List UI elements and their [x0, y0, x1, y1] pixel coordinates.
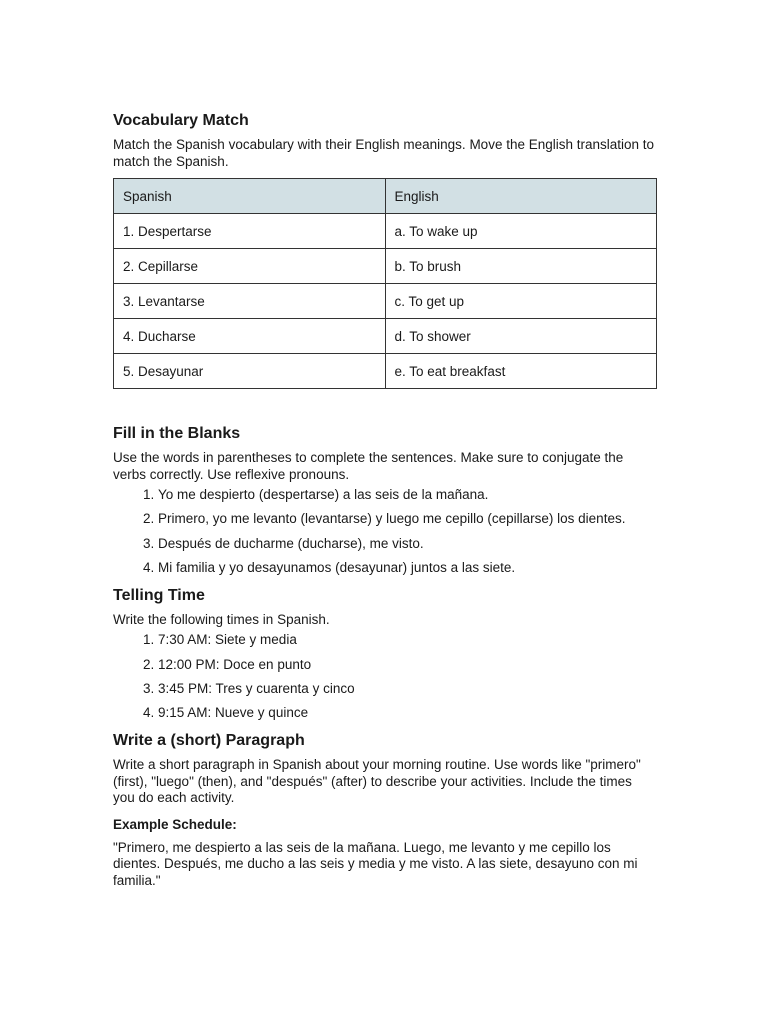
column-header-english: English: [385, 179, 657, 214]
paragraph-instructions: Write a short paragraph in Spanish about your morning routine. Use words like "primero" (first), "luego" (then), and "después" (after) to describe your activities. Include the times you do each activity.: [113, 757, 641, 806]
spanish-cell: 1. Despertarse: [114, 214, 386, 249]
section-title-paragraph: Write a (short) Paragraph: [113, 732, 305, 750]
fill-blanks-list: [113, 487, 657, 576]
telling-time-section: [113, 586, 657, 721]
table-row: [114, 214, 657, 249]
english-cell[interactable]: b. To brush: [385, 249, 657, 284]
section-title-vocabulary: Vocabulary Match: [113, 112, 249, 129]
telling-time-list: [113, 632, 657, 721]
spanish-cell: 2. Cepillarse: [114, 249, 386, 284]
table-header-row: [114, 179, 657, 214]
list-item: 4. Mi familia y yo desayunamos (desayunar) juntos a las siete.: [158, 560, 657, 576]
list-item: 3. Después de ducharme (ducharse), me visto.: [158, 536, 657, 552]
example-schedule-heading: Example Schedule:: [113, 816, 237, 832]
column-header-spanish: Spanish: [114, 179, 386, 214]
fill-in-the-blanks-section: [113, 424, 657, 576]
english-cell[interactable]: c. To get up: [385, 284, 657, 319]
spanish-cell: 4. Ducharse: [114, 319, 386, 354]
fill-blanks-instructions: Use the words in parentheses to complete the sentences. Make sure to conjugate the verbs correctly. Use reflexive pronouns.: [113, 450, 624, 482]
list-item: 1. Yo me despierto (despertarse) a las seis de la mañana.: [158, 487, 657, 503]
vocabulary-table: [113, 178, 657, 389]
table-row: [114, 249, 657, 284]
write-paragraph-section: [113, 731, 657, 889]
section-title-telling-time: Telling Time: [113, 586, 205, 604]
list-item: 1. 7:30 AM: Siete y media: [158, 632, 657, 648]
vocabulary-instructions: Match the Spanish vocabulary with their English meanings. Move the English translation to match the Spanish.: [113, 137, 655, 169]
list-item: 3. 3:45 PM: Tres y cuarenta y cinco: [158, 681, 657, 697]
telling-time-instructions: Write the following times in Spanish.: [113, 611, 330, 627]
table-row: [114, 354, 657, 389]
worksheet-content: [113, 111, 657, 889]
english-cell[interactable]: a. To wake up: [385, 214, 657, 249]
spanish-cell: 5. Desayunar: [114, 354, 386, 389]
vocabulary-match-section: [113, 111, 657, 389]
spanish-cell: 3. Levantarse: [114, 284, 386, 319]
example-schedule-text: "Primero, me despierto a las seis de la mañana. Luego, me levanto y me cepillo los dientes. Después, me ducho a las seis y media y me visto. A las siete, desayuno con mi familia.": [113, 839, 638, 888]
table-row: [114, 319, 657, 354]
list-item: 2. Primero, yo me levanto (levantarse) y luego me cepillo (cepillarse) los dientes.: [158, 511, 657, 527]
section-title-fill-blanks: Fill in the Blanks: [113, 425, 241, 442]
english-cell[interactable]: e. To eat breakfast: [385, 354, 657, 389]
english-cell[interactable]: d. To shower: [385, 319, 657, 354]
list-item: 2. 12:00 PM: Doce en punto: [158, 657, 657, 673]
table-row: [114, 284, 657, 319]
list-item: 4. 9:15 AM: Nueve y quince: [158, 705, 657, 721]
